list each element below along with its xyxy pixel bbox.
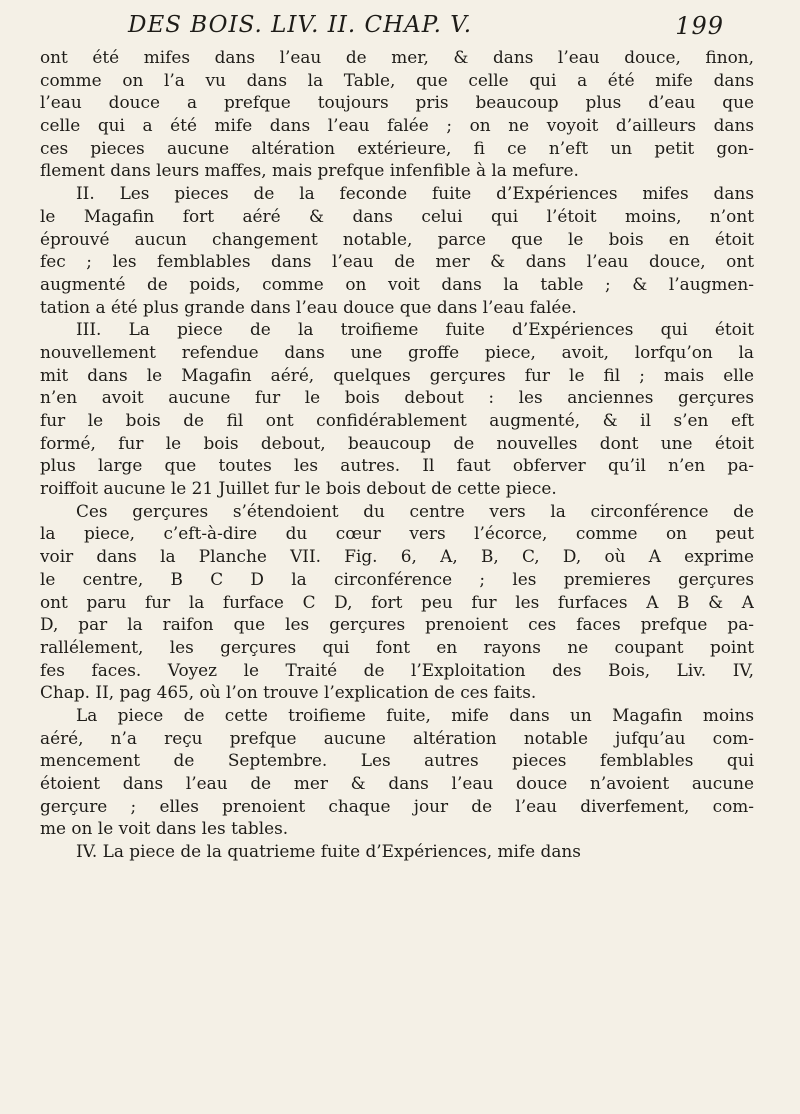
text-line: plus large que toutes les autres. Il faut obferver qu’il n’en pa- — [40, 455, 754, 476]
text-line: l’eau douce a prefque toujours pris beaucoup plus d’eau que — [40, 92, 754, 113]
text-line: comme on l’a vu dans la Table, que celle qui a été mife dans — [40, 69, 754, 90]
text-line: flement dans leurs maffes, mais prefque infenfible à la mefure. — [40, 160, 579, 181]
text-line: nouvellement refendue dans une groffe piece, avoit, lorfqu’on la — [40, 341, 754, 362]
text-line: gerçure ; elles prenoient chaque jour de l’eau diverfement, com- — [40, 795, 754, 816]
text-line: me on le voit dans les tables. — [40, 818, 289, 839]
text-line: n’en avoit aucune fur le bois debout : les anciennes gerçures — [40, 387, 754, 408]
text-line: ces pieces aucune altération extérieure, fi ce n’eft un petit gon- — [40, 137, 754, 158]
text-line: D, par la raifon que les gerçures prenoient ces faces prefque pa- — [40, 614, 754, 635]
text-line: Ces gerçures s’étendoient du centre vers la circonférence de — [76, 500, 754, 521]
text-line: Chap. II, pag 465, où l’on trouve l’explication de ces faits. — [40, 682, 537, 703]
text-line: La piece de cette troifieme fuite, mife dans un Magafin moins — [76, 704, 754, 725]
text-line: augmenté de poids, comme on voit dans la table ; & l’augmen- — [40, 273, 754, 294]
page-header — [128, 10, 724, 44]
text-line: mit dans le Magafin aéré, quelques gerçures fur le fil ; mais elle — [40, 364, 754, 385]
text-line: rallélement, les gerçures qui font en rayons ne coupant point — [40, 636, 754, 657]
text-line: formé, fur le bois debout, beaucoup de nouvelles dont une étoit — [40, 432, 754, 453]
page-number: 199 — [675, 12, 724, 40]
text-line: II. Les pieces de la feconde fuite d’Expériences mifes dans — [76, 183, 754, 204]
running-title: DES BOIS. LIV. II. CHAP. V. — [128, 12, 473, 38]
text-line: III. La piece de la troifieme fuite d’Expériences qui étoit — [76, 319, 754, 340]
text-line: IV. La piece de la quatrieme fuite d’Expériences, mife dans — [76, 841, 581, 862]
text-line: aéré, n’a reçu prefque aucune altération notable jufqu’au com- — [40, 727, 754, 748]
text-line: ont été mifes dans l’eau de mer, & dans l’eau douce, finon, — [40, 47, 754, 67]
text-line: fes faces. Voyez le Traité de l’Exploitation des Bois, Liv. IV, — [40, 659, 754, 680]
text-line: fur le bois de fil ont confidérablement augmenté, & il s’en eft — [40, 410, 754, 430]
text-line: celle qui a été mife dans l’eau falée ; on ne voyoit d’ailleurs dans — [40, 115, 754, 136]
body-text — [40, 46, 754, 863]
text-line: le Magafin fort aéré & dans celui qui l’étoit moins, n’ont — [40, 205, 754, 226]
text-line: roiffoit aucune le 21 Juillet fur le bois debout de cette piece. — [40, 478, 557, 499]
text-line: étoient dans l’eau de mer & dans l’eau douce n’avoient aucune — [40, 773, 754, 793]
text-line: le centre, B C D la circonférence ; les premieres gerçures — [40, 568, 754, 589]
text-line: ont paru fur la furface C D, fort peu fur les furfaces A B & A — [40, 591, 754, 612]
text-line: fec ; les femblables dans l’eau de mer & dans l’eau douce, ont — [40, 251, 754, 272]
text-line: la piece, c’eft-à-dire du cœur vers l’écorce, comme on peut — [40, 523, 754, 544]
text-line: voir dans la Planche VII. Fig. 6, A, B, C, D, où A exprime — [40, 546, 754, 567]
text-line: tation a été plus grande dans l’eau douce que dans l’eau falée. — [40, 296, 577, 317]
text-line: éprouvé aucun changement notable, parce que le bois en étoit — [40, 228, 754, 249]
text-line: mencement de Septembre. Les autres pieces femblables qui — [40, 750, 754, 771]
